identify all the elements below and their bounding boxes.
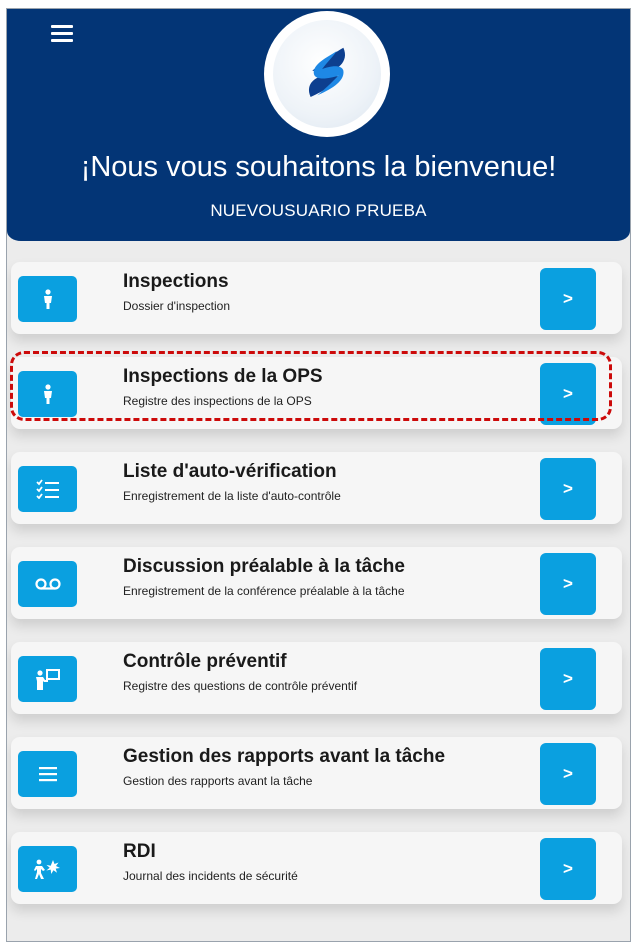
menu-card-title: Liste d'auto-vérification bbox=[123, 461, 337, 482]
incident-icon bbox=[18, 846, 77, 892]
menu-card-title: Gestion des rapports avant la tâche bbox=[123, 746, 446, 767]
list-icon bbox=[18, 751, 77, 797]
welcome-header bbox=[7, 9, 630, 241]
hamburger-menu-icon[interactable] bbox=[51, 25, 73, 45]
logo-swoosh-icon bbox=[286, 33, 368, 115]
menu-card-subtitle: Enregistrement de la liste d'auto-contrôle bbox=[123, 489, 341, 503]
open-self-check-list-button[interactable]: > bbox=[540, 458, 596, 520]
checklist-icon bbox=[18, 466, 77, 512]
menu-card-preventive-control[interactable] bbox=[11, 642, 622, 714]
presenter-icon bbox=[18, 656, 77, 702]
person-icon bbox=[18, 276, 77, 322]
menu-card-self-check-list[interactable] bbox=[11, 452, 622, 524]
open-pre-task-discussion-button[interactable]: > bbox=[540, 553, 596, 615]
menu-card-inspections[interactable] bbox=[11, 262, 622, 334]
welcome-title: ¡Nous vous souhaitons la bienvenue! bbox=[80, 151, 557, 183]
menu-card-subtitle: Enregistrement de la conférence préalable à la tâche bbox=[123, 584, 405, 598]
menu-card-title: Inspections de la OPS bbox=[123, 366, 323, 387]
menu-card-ops-inspections[interactable] bbox=[11, 357, 622, 429]
open-rdi-button[interactable]: > bbox=[540, 838, 596, 900]
menu-card-subtitle: Registre des inspections de la OPS bbox=[123, 394, 312, 408]
open-ops-inspections-button[interactable]: > bbox=[540, 363, 596, 425]
user-name: NUEVOUSUARIO PRUEBA bbox=[210, 201, 427, 220]
app-logo bbox=[264, 11, 390, 137]
menu-card-title: RDI bbox=[123, 841, 156, 862]
voicemail-icon bbox=[18, 561, 77, 607]
menu-card-subtitle: Journal des incidents de sécurité bbox=[123, 869, 298, 883]
menu-card-pre-task-reports[interactable] bbox=[11, 737, 622, 809]
menu-card-rdi[interactable] bbox=[11, 832, 622, 904]
open-pre-task-reports-button[interactable]: > bbox=[540, 743, 596, 805]
menu-card-subtitle: Gestion des rapports avant la tâche bbox=[123, 774, 313, 788]
menu-card-title: Inspections bbox=[123, 271, 229, 292]
app-frame bbox=[6, 8, 631, 942]
person-icon bbox=[18, 371, 77, 417]
open-inspections-button[interactable]: > bbox=[540, 268, 596, 330]
menu-card-pre-task-discussion[interactable] bbox=[11, 547, 622, 619]
open-preventive-control-button[interactable]: > bbox=[540, 648, 596, 710]
menu-card-subtitle: Registre des questions de contrôle préventif bbox=[123, 679, 358, 693]
menu-card-title: Discussion préalable à la tâche bbox=[123, 556, 405, 577]
menu-card-title: Contrôle préventif bbox=[123, 651, 287, 672]
menu-card-subtitle: Dossier d'inspection bbox=[123, 299, 231, 313]
